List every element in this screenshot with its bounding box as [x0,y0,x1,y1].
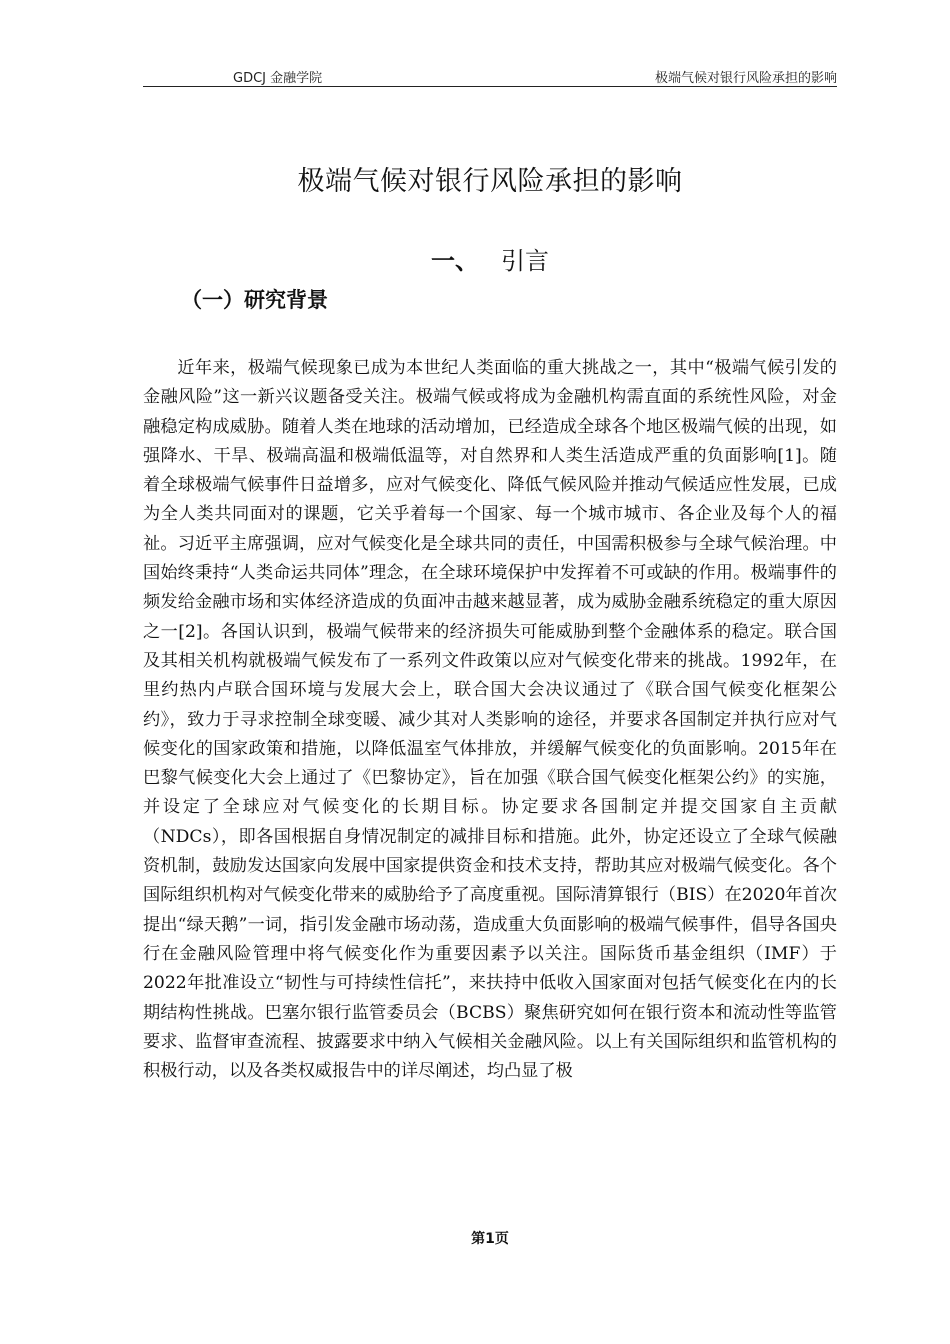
paper-title: 极端气候对银行风险承担的影响 [297,166,683,197]
section-number: 一、 [431,247,479,275]
body-paragraph: 近年来，极端气候现象已成为本世纪人类面临的重大挑战之一，其中“极端气候引发的金融风险”这一新兴议题备受关注。极端气候或将成为金融机构需直面的系统性风险，对金融稳定构成威胁。随着人类在地球的活动增加，已经造成全球各个地区极端气候的出现，如强降水、干旱、极端高温和极端低温等，对自然界和人类生活造成严重的负面影响[1]。随着全球极端气候事件日益增多，应对气候变化、降低气候风险并推动气候适应性发展，已成为全人类共同面对的课题，它关乎着每一个国家、每一个城市城市、各企业及每个人的福祉。习近平主席强调，应对气候变化是全球共同的责任，中国需积极参与全球气候治理。中国始终秉持“人类命运共同体”理念，在全球环境保护中发挥着不可或缺的作用。极端事件的频发给金融市场和实体经济造成的负面冲击越来越显著，成为威胁金融系统稳定的重大原因之一[2]。各国认识到，极端气候带来的经济损失可能威胁到整个金融体系的稳定。联合国及其相关机构就极端气候发布了一系列文件政策以应对气候变化带来的挑战。1992年，在里约热内卢联合国环境与发展大会上，联合国大会决议通过了《联合国气候变化框架公约》，致力于寻求控制全球变暖、减少其对人类影响的途径，并要求各国制定并执行应对气候变化的国家政策和措施，以降低温室气体排放，并缓解气候变化的负面影响。2015年在巴黎气候变化大会上通过了《巴黎协定》，旨在加强《联合国气候变化框架公约》的实施，并设定了全球应对气候变化的长期目标。协定要求各国制定并提交国家自主贡献（NDCs），即各国根据自身情况制定的减排目标和措施。此外，协定还设立了全球气候融资机制，鼓励发达国家向发展中国家提供资金和技术支持，帮助其应对极端气候变化。各个国际组织机构对气候变化带来的威胁给予了高度重视。国际清算银行（BIS）在2020年首次提出“绿天鹅”一词，指引发金融市场动荡，造成重大负面影响的极端气候事件，倡导各国央行在金融风险管理中将气候变化作为重要因素予以关注。国际货币基金组织（IMF）于2022年批准设立“韧性与可持续性信托”，来扶持中低收入国家面对包括气候变化在内的长期结构性挑战。巴塞尔银行监管委员会（BCBS）聚焦研究如何在银行资本和流动性等监管要求、监督审查流程、披露要求中纳入气候相关金融风险。以上有关国际组织和监管机构的积极行动，以及各类权威报告中的详尽阐述，均凸显了极 [143,358,837,1082]
section-title: 引言 [501,247,549,275]
header-institution: GDCJ 金融学院 [233,71,323,86]
page-header [143,64,837,87]
page-number: 第1页 [471,1231,509,1247]
header-running-title: 极端气候对银行风险承担的影响 [654,71,837,86]
subsection-heading: （一）研究背景 [181,288,328,312]
section-heading [143,241,837,276]
